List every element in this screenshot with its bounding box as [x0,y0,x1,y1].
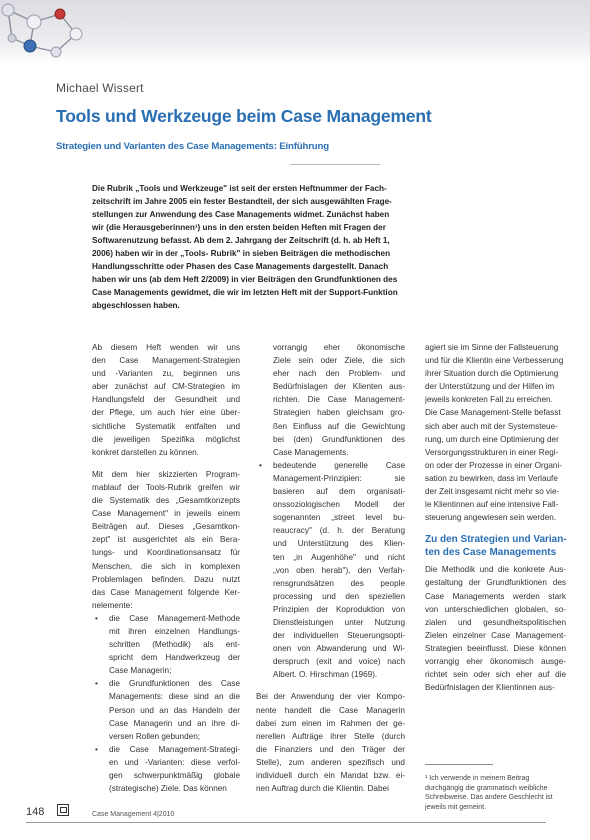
article-subtitle: Strategien und Varianten des Case Managements: Einführung [56,141,329,152]
list-item-line: gen schwerpunktmäßig globale [109,771,240,780]
header-banner [0,0,590,64]
text-line: Strategien beeinflusst. Diese können [425,643,566,653]
list-item-line: spricht dem Handwerkzeug der [109,653,240,663]
text-line: aber zunächst auf CM-Strategien im [92,382,240,392]
list-item-continuation [256,341,405,459]
text-line: nerellen Aufträge ihrer Stelle (durch [256,731,405,741]
list-item-line: processing und den speziellen [273,591,405,601]
text-line: Versorgungsstrukturen in einer Regi- [425,447,559,457]
text-line: nente handelt die Case Managerin [256,705,405,715]
text-line: tungs- und Koordinationsansatz für [92,548,240,558]
list-item-line: Case Managerin; [109,666,172,676]
text-line: und -Varianten zu, beginnen uns [92,369,240,379]
list-item-line: onen von Abwanderung und Wi- [273,644,405,654]
text-line: richtet sein oder sich eher auf die [425,670,566,680]
text-line: Stelle), zum anderen spezifisch und [256,757,405,767]
list-item-line: der individuellen Steuerungsopti- [273,631,405,641]
text-line: vorrangig eher ökonomisch ausge- [425,656,566,666]
text-line: der Pflege, um auch hier eine über- [92,408,240,418]
footer-rule [26,822,546,823]
text-line: Handlungsfeld der Gesundheit und [92,395,240,405]
text-line: sich aber auch mit der Systemsteue- [425,421,558,431]
bullet-icon: • [95,744,98,754]
column-middle [256,341,405,795]
column-right [425,341,566,694]
list-item-line: onssoziologischen Modell der [273,500,405,510]
text-line: agiert sie im Sinne der Fallsteuerung [425,343,559,352]
journal-reference: Case Management 4|2010 [92,811,175,818]
text-line: Bedürfnislagen der Klientinnen aus- [425,683,555,693]
abstract-line: Die Rubrik „Tools und Werkzeuge" ist seit der ersten Heftnummer der Fach- [92,184,387,193]
list-item [256,459,405,682]
text-line: jeweils konkreten Fall zu erreichen. [425,395,553,405]
abstract-line: zeitschrift im Jahre 2005 ein fester Bestandteil, der sich ausgewählten Frage- [92,197,392,207]
list-item-line: rensgrundsätzen des people [273,578,405,588]
text-line: le Klientinnen auf eine intensive Fall- [425,500,559,510]
text-line: Zielen einzelner Case Management- [425,630,566,640]
section-heading: Zu den Strategien und Varian- [425,534,567,546]
list-item-line: sogenannten „street level bu- [273,513,405,523]
text-line: Ziele sein oder Ziele, die sich [273,356,405,366]
text-line: Bedürfnislagen der Klienten aus- [273,382,405,392]
abstract-line: haben wir uns (ab dem Heft 2/2009) in vier Beiträgen den Grundfunktionen des [92,275,398,285]
text-line: ßen Einfluss auf die Gewichtung [273,421,405,431]
abstract-line: stellungen zur Anwendung des Case Managements widmet. Zunächst haben [92,210,390,220]
footnote-line: durchgängig die grammatisch weibliche [425,784,548,792]
list-item-line: ten „in Augenhöhe" und nicht [273,552,405,562]
text-line: zialen und gesundheitspolitischen [425,617,566,627]
abstract-line: abgeschlossen haben. [92,301,180,311]
list-item [92,677,240,742]
text-line: Menschen, die sich in komplexen [92,561,240,571]
text-line: mablauf der Tools-Rubrik greifen wir [92,482,240,492]
article-title: Tools und Werkzeuge beim Case Management [56,106,432,126]
text-line: vorrangig eher ökonomische [273,343,405,352]
footnote [425,774,570,812]
text-line: individuell durch ein Mandat bzw. ei- [256,771,405,780]
text-line: Problemlagen befinden. Dazu nutzt [92,574,240,584]
footnote-line: ¹ Ich verwende in meinem Beitrag [425,775,530,782]
text-line: nelemente: [92,600,133,610]
abstract-line: 2006) haben wir in der „Tools- Rubrik" in sieben Beiträgen die methodischen [92,249,391,259]
abstract-line: Case Managements gewidmet, die wir im letzten Heft mit der Support-Funktion [92,288,398,298]
column-left [92,341,240,795]
list-item-line: Case Managerin und an ihre di- [109,718,240,728]
list-item-line: basieren auf dem organisati- [273,487,405,497]
section-heading: ten des Case Managements [425,547,557,559]
text-line: Die Methodik und die konkrete Aus- [425,565,566,575]
text-line: der Zeit insgesamt nicht mehr so vie- [425,487,560,497]
abstract-line: wir (die Herausgeberinnen¹) uns in den ersten beiden Heften mit Fragen der [92,223,386,233]
text-line: die jeweiligen Spezifika möglichst [92,434,240,444]
text-line: Bei der Anwendung der vier Kompo- [256,692,405,702]
text-line: und für die Klientin eine Verbesserung [425,356,564,366]
text-line: on oder der Prozesse in einer Organi- [425,460,562,470]
text-line: Case Management" in jeweils einem [92,509,240,519]
text-line: Case Managements. [273,447,349,457]
list-item [92,743,240,795]
text-line: Strategien haben gleichsam gro- [273,408,405,418]
list-item-line: Prinzipien der Koproduktion von [273,604,405,614]
list-item-line: mit ihren einzelnen Handlungs- [109,626,240,636]
text-line: den Case Management-Strategien [92,356,240,366]
text-line: konkret darstellen zu können. [92,447,199,457]
list-item-line: die Grundfunktionen des Case [109,679,240,689]
list-item-line: derspruch (exit and voice) nach [273,657,405,667]
text-line: Case Managements werden stark [425,591,566,601]
footnote-divider [425,764,493,765]
text-line: Ab diesem Heft wenden wir uns [92,343,240,352]
list-item-line: bedeutende generelle Case [273,460,405,470]
list-item-line: reaucracy" (d. h. der Beratung [273,526,405,536]
text-line: Mit dem hier skizzierten Program- [92,469,240,479]
paragraph-gap [425,524,566,533]
bullet-icon: • [95,679,98,689]
text-line: die Finanziers und den Träger der [256,744,405,754]
list-item [92,612,240,677]
bullet-icon: • [95,613,98,623]
abstract-line: Softwarenutzung befasst. Ab dem 2. Jahrgang der Zeitschrift (d. h. ab Heft 1, [92,236,390,246]
list-item-line: und Unterstützung des Klien- [273,539,405,549]
text-line: bei (den) Grundfunktionen des [273,434,405,444]
text-line: sation zu bewirken, dass im Verlaufe [425,473,558,483]
footnote-line: jeweils mit gemeint. [425,803,487,811]
abstract-line: Handlungsschritte oder Phasen des Case Managements dargestellt. Danach [92,262,389,272]
text-line: das Case Management folgende Ker- [92,587,240,597]
molecule-network-icon [0,0,90,64]
list-item-line: schritten (Methodik) als ent- [109,640,240,650]
text-line: die Systematik des „Gesamtkonzepts [92,496,240,506]
list-item-line: versen Rollen gebunden; [109,731,201,741]
list-item-line: Dienstleistungen unter Nutzung [273,617,405,627]
paragraph-gap [92,459,240,468]
text-line: rung, um durch eine Optimierung der [425,434,559,444]
text-line: Beiträgen auf. Dieses „Gesamtkon- [92,522,240,532]
text-line: von unterschiedlichen globalen, so- [425,604,566,614]
text-line: der Unterstützung und der Hilfen im [425,382,555,392]
bullet-icon: • [259,460,262,470]
list-item-line: die Case Management-Methode [109,613,240,623]
abstract [92,182,500,312]
list-item-line: die Case Management-Strategi- [109,744,240,754]
text-line: nen Auftrag durch die Klientin. Dabei [256,784,389,794]
page-number: 148 [26,806,45,818]
text-line: zept" ist ausgerichtet als ein Bera- [92,535,240,545]
list-item-line: Person und an das Handeln der [109,705,240,715]
list-item-line: (strategische) Ziele. Das können [109,784,227,794]
text-line: steuerung angewiesen sein werden. [425,513,557,523]
list-item-line: „von oben herab"), den Verfah- [273,565,405,575]
text-line: gestaltung der Grundfunktionen des [425,578,566,588]
text-line: Die Case Management-Stelle befasst [425,408,561,418]
author-name: Michael Wissert [56,81,144,95]
text-line: richten. Die Case Management- [273,395,405,405]
list-item-line: Management-Prinzipien: sie [273,473,405,483]
journal-logo-icon [57,804,69,816]
text-line: sichtliche Systematik entfalten und [92,421,240,431]
text-line: ihrer Situation durch die Optimierung [425,369,559,379]
list-item-line: en und -Varianten: diese verfol- [109,757,240,767]
paragraph-gap [256,681,405,690]
title-divider [290,164,380,165]
text-line: eher nach den Problem- und [273,369,405,379]
text-line: dabei zum einen im Rahmen der ge- [256,718,405,728]
list-item-line: Albert. O. Hirschman (1969). [273,670,378,680]
footnote-line: Schreibweise. Das andere Geschlecht ist [425,794,553,802]
list-item-line: Managements: diese sind an die [109,692,240,702]
